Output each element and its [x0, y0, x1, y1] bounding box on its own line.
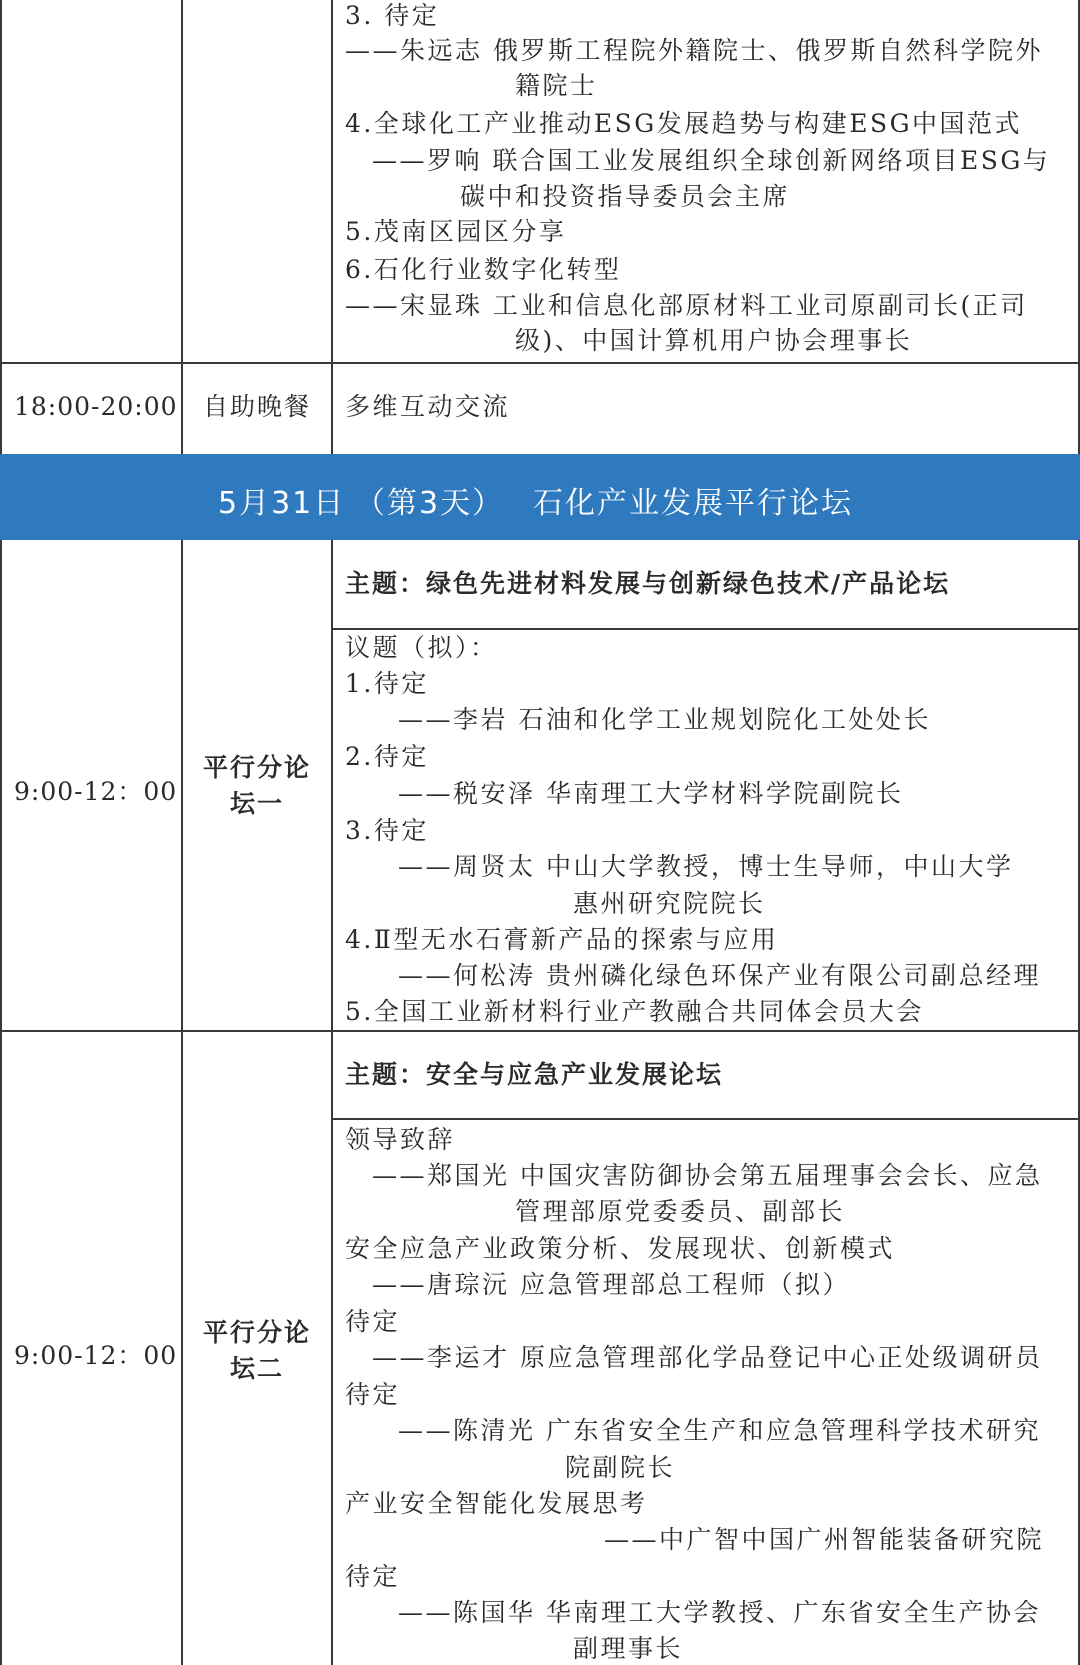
- theme-divider: [331, 1118, 1080, 1120]
- agenda-line: ——朱远志 俄罗斯工程院外籍院士、俄罗斯自然科学院外: [345, 36, 1043, 65]
- agenda-line: 4.全球化工产业推动ESG发展趋势与构建ESG中国范式: [345, 109, 1023, 138]
- agenda-line: 3. 待定: [345, 1, 440, 30]
- session-category: 自助晚餐: [202, 392, 311, 421]
- agenda-line: 3.待定: [345, 816, 429, 845]
- agenda-line: ——中广智中国广州智能装备研究院: [604, 1525, 1045, 1554]
- agenda-line: 籍院士: [515, 71, 598, 100]
- agenda-line: ——宋显珠 工业和信息化部原材料工业司原副司长(正司: [345, 291, 1028, 320]
- agenda-line: 惠州研究院院长: [573, 889, 766, 918]
- session-time: 9:00-12：00: [14, 777, 178, 806]
- agenda-line: ——何松涛 贵州磷化绿色环保产业有限公司副总经理: [398, 961, 1041, 990]
- forum-theme: 主题：安全与应急产业发展论坛: [345, 1060, 724, 1089]
- agenda-line: 4.Ⅱ型无水石膏新产品的探索与应用: [345, 925, 779, 954]
- agenda-line: 2.待定: [345, 742, 429, 771]
- session-category: [183, 750, 331, 822]
- agenda-line: ——陈清光 广东省安全生产和应急管理科学技术研究: [398, 1416, 1041, 1445]
- session-content: 多维互动交流: [345, 392, 511, 421]
- session-category: [183, 1315, 331, 1387]
- category-line: 坛一: [229, 789, 284, 818]
- session-time: 18:00-20:00: [14, 392, 178, 421]
- agenda-line: ——李岩 石油和化学工业规划院化工处处长: [398, 705, 931, 734]
- category-line: 坛二: [229, 1354, 284, 1383]
- day-number: （第3天）: [355, 486, 505, 521]
- agenda-line: ——罗响 联合国工业发展组织全球创新网络项目ESG与: [372, 146, 1051, 175]
- session-time: 9:00-12：00: [14, 1341, 178, 1370]
- agenda-line: 待定: [345, 1380, 401, 1409]
- row-divider: [0, 362, 1080, 364]
- agenda-line: ——郑国光 中国灾害防御协会第五届理事会会长、应急: [372, 1161, 1043, 1190]
- agenda-line: ——陈国华 华南理工大学教授、广东省安全生产协会: [398, 1598, 1041, 1627]
- table-divider-time: [181, 540, 183, 1665]
- agenda-line: 院副院长: [565, 1453, 676, 1482]
- table-divider-category: [331, 0, 333, 454]
- agenda-line: 副理事长: [573, 1634, 684, 1663]
- agenda-line: 管理部原党委委员、副部长: [515, 1197, 846, 1226]
- agenda-line: ——唐琮沅 应急管理部总工程师（拟）: [372, 1270, 850, 1299]
- agenda-line: 5.茂南区园区分享: [345, 217, 567, 246]
- agenda-line: 级)、中国计算机用户协会理事长: [515, 326, 913, 355]
- day-title: 石化产业发展平行论坛: [533, 486, 853, 521]
- day-banner: [0, 454, 1080, 540]
- category-line: 平行分论: [202, 1318, 311, 1347]
- day-date: 5月31日: [218, 486, 346, 521]
- agenda-line: 产业安全智能化发展思考: [345, 1489, 648, 1518]
- agenda-line: 碳中和投资指导委员会主席: [460, 182, 791, 211]
- agenda-line: 6.石化行业数字化转型: [345, 255, 622, 284]
- agenda-line: 待定: [345, 1562, 401, 1591]
- agenda-line: 领导致辞: [345, 1125, 456, 1154]
- table-divider-time: [181, 0, 183, 454]
- agenda-line: 5.全国工业新材料行业产教融合共同体会员大会: [345, 997, 924, 1026]
- agenda-line: ——税安泽 华南理工大学材料学院副院长: [398, 779, 904, 808]
- row-divider: [0, 1030, 1080, 1032]
- theme-divider: [331, 628, 1080, 630]
- table-divider-category: [331, 540, 333, 1665]
- forum-theme: 主题：绿色先进材料发展与创新绿色技术/产品论坛: [345, 569, 951, 598]
- agenda-line: 1.待定: [345, 669, 429, 698]
- category-line: 平行分论: [202, 753, 311, 782]
- agenda-line: 安全应急产业政策分析、发展现状、创新模式: [345, 1234, 896, 1263]
- table-border-left: [0, 0, 2, 454]
- agenda-line: 议题（拟）：: [345, 633, 498, 662]
- table-border-left: [0, 540, 2, 1665]
- agenda-line: 待定: [345, 1307, 401, 1336]
- agenda-line: ——李运才 原应急管理部化学品登记中心正处级调研员: [372, 1343, 1043, 1372]
- agenda-line: ——周贤太 中山大学教授，博士生导师，中山大学: [398, 852, 1014, 881]
